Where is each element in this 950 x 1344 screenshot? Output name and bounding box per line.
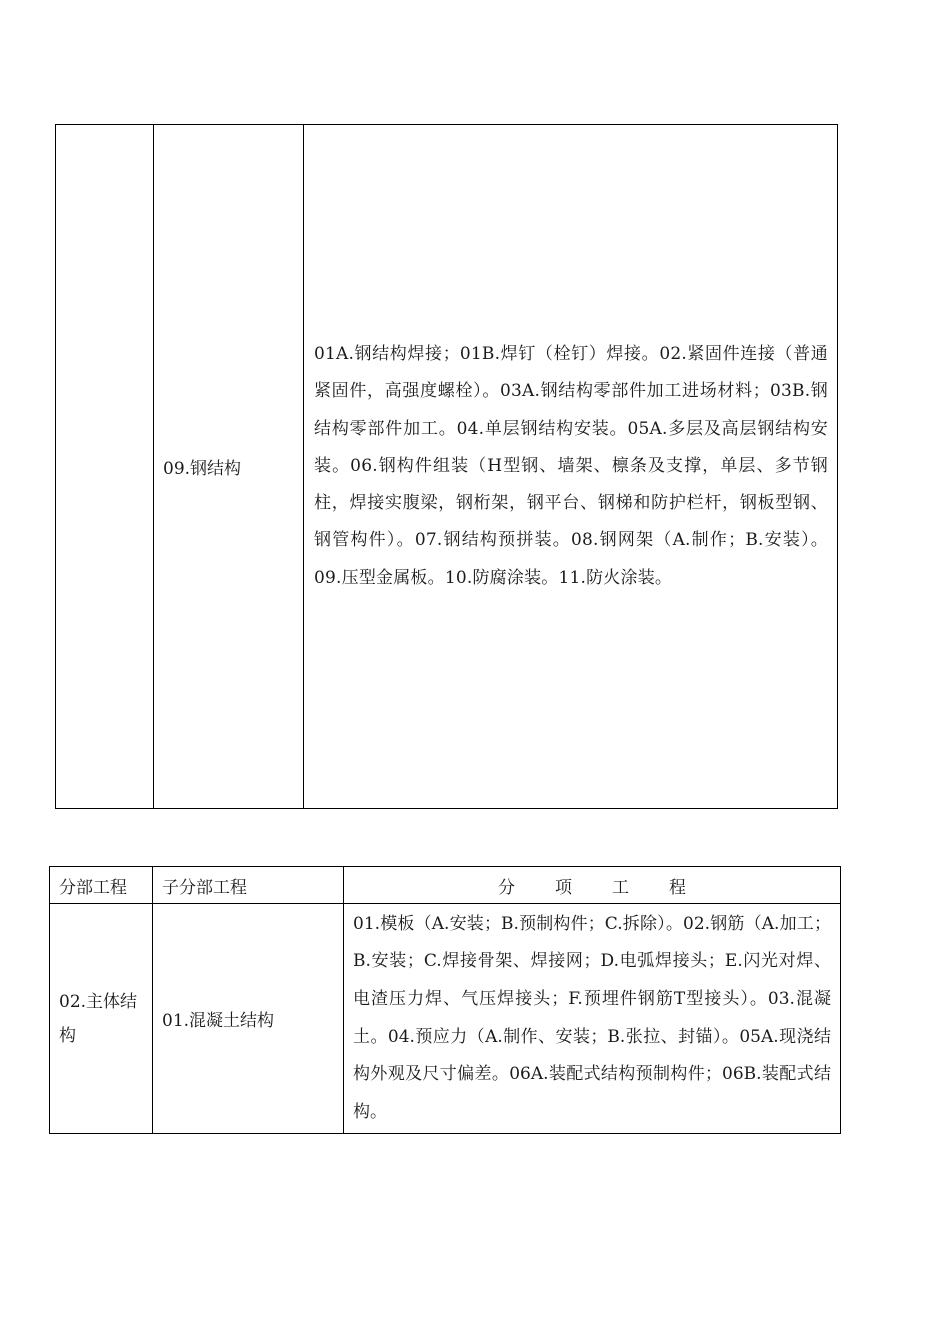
header-subdivision: 子分部工程 — [153, 867, 344, 904]
header-items — [344, 867, 841, 904]
items-cell: 01.模板（A.安装；B.预制构件；C.拆除）。02.钢筋（A.加工；B.安装；C.焊接骨架、焊接网；D.电弧焊接头；E.闪光对焊、电渣压力焊、气压焊接头；F.预埋件钢筋T型接头）。03.混凝土。04.预应力（A.制作、安装；B.张拉、封锚）。05A.现浇结构外观及尺寸偏差。06A.装配式结构预制构件；06B.装配式结构。 — [344, 904, 841, 1134]
subdivision-cell: 09.钢结构 — [154, 125, 304, 809]
subdivision-cell: 01.混凝土结构 — [153, 904, 344, 1134]
table-row — [56, 125, 838, 809]
division-cell: 02.主体结构 — [50, 904, 153, 1134]
table-header-row — [50, 867, 841, 904]
header-items-char: 工 — [612, 877, 629, 898]
header-items-char: 项 — [555, 877, 572, 898]
table-row — [50, 904, 841, 1134]
header-items-char: 程 — [669, 877, 686, 898]
header-division: 分部工程 — [50, 867, 153, 904]
items-cell: 01A.钢结构焊接；01B.焊钉（栓钉）焊接。02.紧固件连接（普通紧固件，高强度螺栓）。03A.钢结构零部件加工进场材料；03B.钢结构零部件加工。04.单层钢结构安装。05A.多层及高层钢结构安装。06.钢构件组装（H型钢、墙架、檩条及支撑，单层、多节钢柱，焊接实腹梁，钢桁架，钢平台、钢梯和防护栏杆，钢板型钢、钢管构件）。07.钢结构预拼装。08.钢网架（A.制作；B.安装）。09.压型金属板。10.防腐涂装。11.防火涂装。 — [304, 125, 838, 809]
steel-structure-table — [55, 124, 838, 809]
division-cell — [56, 125, 154, 809]
header-items-char: 分 — [498, 877, 515, 898]
main-structure-table — [49, 866, 841, 1134]
